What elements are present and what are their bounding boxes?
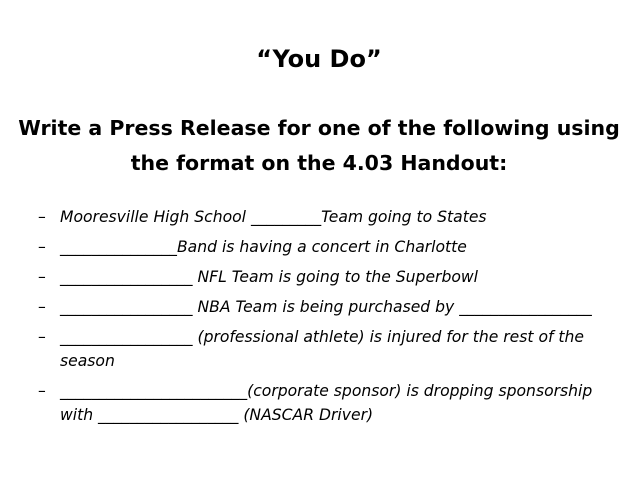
list-item-text: _______________Band is having a concert in Charlotte <box>60 238 467 256</box>
dash-bullet: – <box>38 208 46 226</box>
subtitle-line-2: the format on the 4.03 Handout: <box>130 151 508 175</box>
slide-title: “You Do” <box>256 45 382 73</box>
list-item <box>38 235 628 259</box>
list-item <box>38 205 628 229</box>
list-item-text: Mooresville High School _________Team going to States <box>60 208 487 226</box>
assignment-list <box>38 205 628 433</box>
dash-bullet: – <box>38 298 46 316</box>
dash-bullet: – <box>38 382 46 400</box>
dash-bullet: – <box>38 238 46 256</box>
slide-subtitle <box>0 111 638 181</box>
list-item-text: _________________ NFL Team is going to the Superbowl <box>60 268 478 286</box>
dash-bullet: – <box>38 268 46 286</box>
list-item <box>38 379 628 427</box>
list-item <box>38 295 628 319</box>
list-item-text: _________________ (professional athlete) is injured for the rest of the season <box>60 328 585 370</box>
list-item-text: ________________________(corporate sponsor) is dropping sponsorship with __________________ (NASCAR Driver) <box>60 382 593 424</box>
list-item <box>38 265 628 289</box>
list-item <box>38 325 628 373</box>
dash-bullet: – <box>38 328 46 346</box>
subtitle-line-1: Write a Press Release for one of the following using <box>18 116 620 140</box>
list-item-text: _________________ NBA Team is being purchased by _________________ <box>60 298 592 316</box>
